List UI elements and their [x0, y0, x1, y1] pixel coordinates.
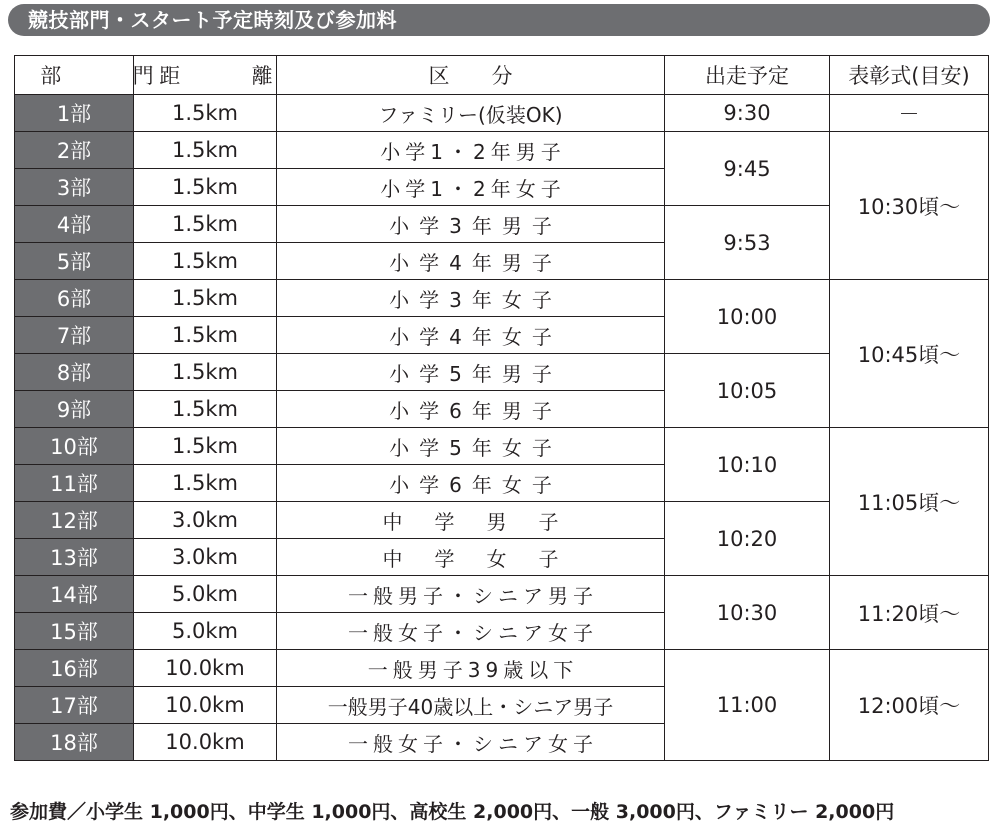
- award-time-cell: －: [830, 95, 989, 132]
- header-category: 区 分: [277, 56, 665, 95]
- distance-cell: 1.5km: [134, 169, 277, 206]
- category-cell: 小学4年女子: [277, 317, 665, 354]
- header-start-time: 出走予定: [665, 56, 830, 95]
- distance-cell: 1.5km: [134, 428, 277, 465]
- distance-cell: 1.5km: [134, 132, 277, 169]
- section-title-bar: [8, 4, 990, 36]
- table-row: [15, 428, 989, 465]
- division-cell: 16部: [15, 650, 134, 687]
- category-cell: 小学1・2年女子: [277, 169, 665, 206]
- division-cell: 15部: [15, 613, 134, 650]
- start-time-cell: 9:45: [665, 132, 830, 206]
- distance-cell: 1.5km: [134, 465, 277, 502]
- category-cell: 中学男子: [277, 502, 665, 539]
- start-time-cell: 10:20: [665, 502, 830, 576]
- category-cell: 小学5年女子: [277, 428, 665, 465]
- start-time-cell: 11:00: [665, 650, 830, 761]
- start-time-cell: 10:10: [665, 428, 830, 502]
- division-cell: 8部: [15, 354, 134, 391]
- division-cell: 1部: [15, 95, 134, 132]
- division-cell: 10部: [15, 428, 134, 465]
- category-cell: 小学1・2年男子: [277, 132, 665, 169]
- header-division: 部 門: [15, 56, 134, 95]
- distance-cell: 3.0km: [134, 502, 277, 539]
- award-time-cell: 10:45頃～: [830, 280, 989, 428]
- category-cell: 小学6年女子: [277, 465, 665, 502]
- distance-cell: 1.5km: [134, 280, 277, 317]
- category-cell: 小学3年女子: [277, 280, 665, 317]
- distance-cell: 10.0km: [134, 650, 277, 687]
- header-award-time: 表彰式(目安): [830, 56, 989, 95]
- division-cell: 7部: [15, 317, 134, 354]
- distance-cell: 5.0km: [134, 576, 277, 613]
- start-time-cell: 10:05: [665, 354, 830, 428]
- division-cell: 11部: [15, 465, 134, 502]
- division-cell: 12部: [15, 502, 134, 539]
- category-cell: 小学4年男子: [277, 243, 665, 280]
- table-header-row: [15, 56, 989, 95]
- category-cell: 小学3年男子: [277, 206, 665, 243]
- section-title: 競技部門・スタート予定時刻及び参加料: [28, 8, 397, 32]
- division-cell: 14部: [15, 576, 134, 613]
- start-time-cell: 10:00: [665, 280, 830, 354]
- category-cell: 一般男子40歳以上・シニア男子: [277, 687, 665, 724]
- header-distance: 距 離: [134, 56, 277, 95]
- division-cell: 6部: [15, 280, 134, 317]
- distance-cell: 1.5km: [134, 243, 277, 280]
- distance-cell: 1.5km: [134, 95, 277, 132]
- schedule-table: [14, 55, 989, 761]
- division-cell: 17部: [15, 687, 134, 724]
- table-row: [15, 576, 989, 613]
- award-time-cell: 10:30頃～: [830, 132, 989, 280]
- start-time-cell: 10:30: [665, 576, 830, 650]
- category-cell: 一般女子・シニア女子: [277, 613, 665, 650]
- category-cell: 一般男子・シニア男子: [277, 576, 665, 613]
- division-cell: 18部: [15, 724, 134, 761]
- entry-fee-note: 参加費／小学生 1,000円、中学生 1,000円、高校生 2,000円、一般 3,000円、ファミリー 2,000円: [10, 801, 895, 823]
- distance-cell: 1.5km: [134, 206, 277, 243]
- distance-cell: 10.0km: [134, 687, 277, 724]
- division-cell: 2部: [15, 132, 134, 169]
- award-time-cell: 11:05頃～: [830, 428, 989, 576]
- division-cell: 13部: [15, 539, 134, 576]
- table-row: [15, 650, 989, 687]
- award-time-cell: 12:00頃～: [830, 650, 989, 761]
- division-cell: 5部: [15, 243, 134, 280]
- category-cell: ファミリー(仮装OK): [277, 95, 665, 132]
- category-cell: 小学6年男子: [277, 391, 665, 428]
- category-cell: 一般男子39歳以下: [277, 650, 665, 687]
- distance-cell: 1.5km: [134, 317, 277, 354]
- table-row: [15, 132, 989, 169]
- distance-cell: 1.5km: [134, 391, 277, 428]
- category-cell: 一般女子・シニア女子: [277, 724, 665, 761]
- division-cell: 3部: [15, 169, 134, 206]
- distance-cell: 5.0km: [134, 613, 277, 650]
- distance-cell: 10.0km: [134, 724, 277, 761]
- award-time-cell: 11:20頃～: [830, 576, 989, 650]
- category-cell: 中学女子: [277, 539, 665, 576]
- table-row: [15, 95, 989, 132]
- category-cell: 小学5年男子: [277, 354, 665, 391]
- start-time-cell: 9:30: [665, 95, 830, 132]
- start-time-cell: 9:53: [665, 206, 830, 280]
- distance-cell: 3.0km: [134, 539, 277, 576]
- division-cell: 9部: [15, 391, 134, 428]
- table-row: [15, 280, 989, 317]
- division-cell: 4部: [15, 206, 134, 243]
- distance-cell: 1.5km: [134, 354, 277, 391]
